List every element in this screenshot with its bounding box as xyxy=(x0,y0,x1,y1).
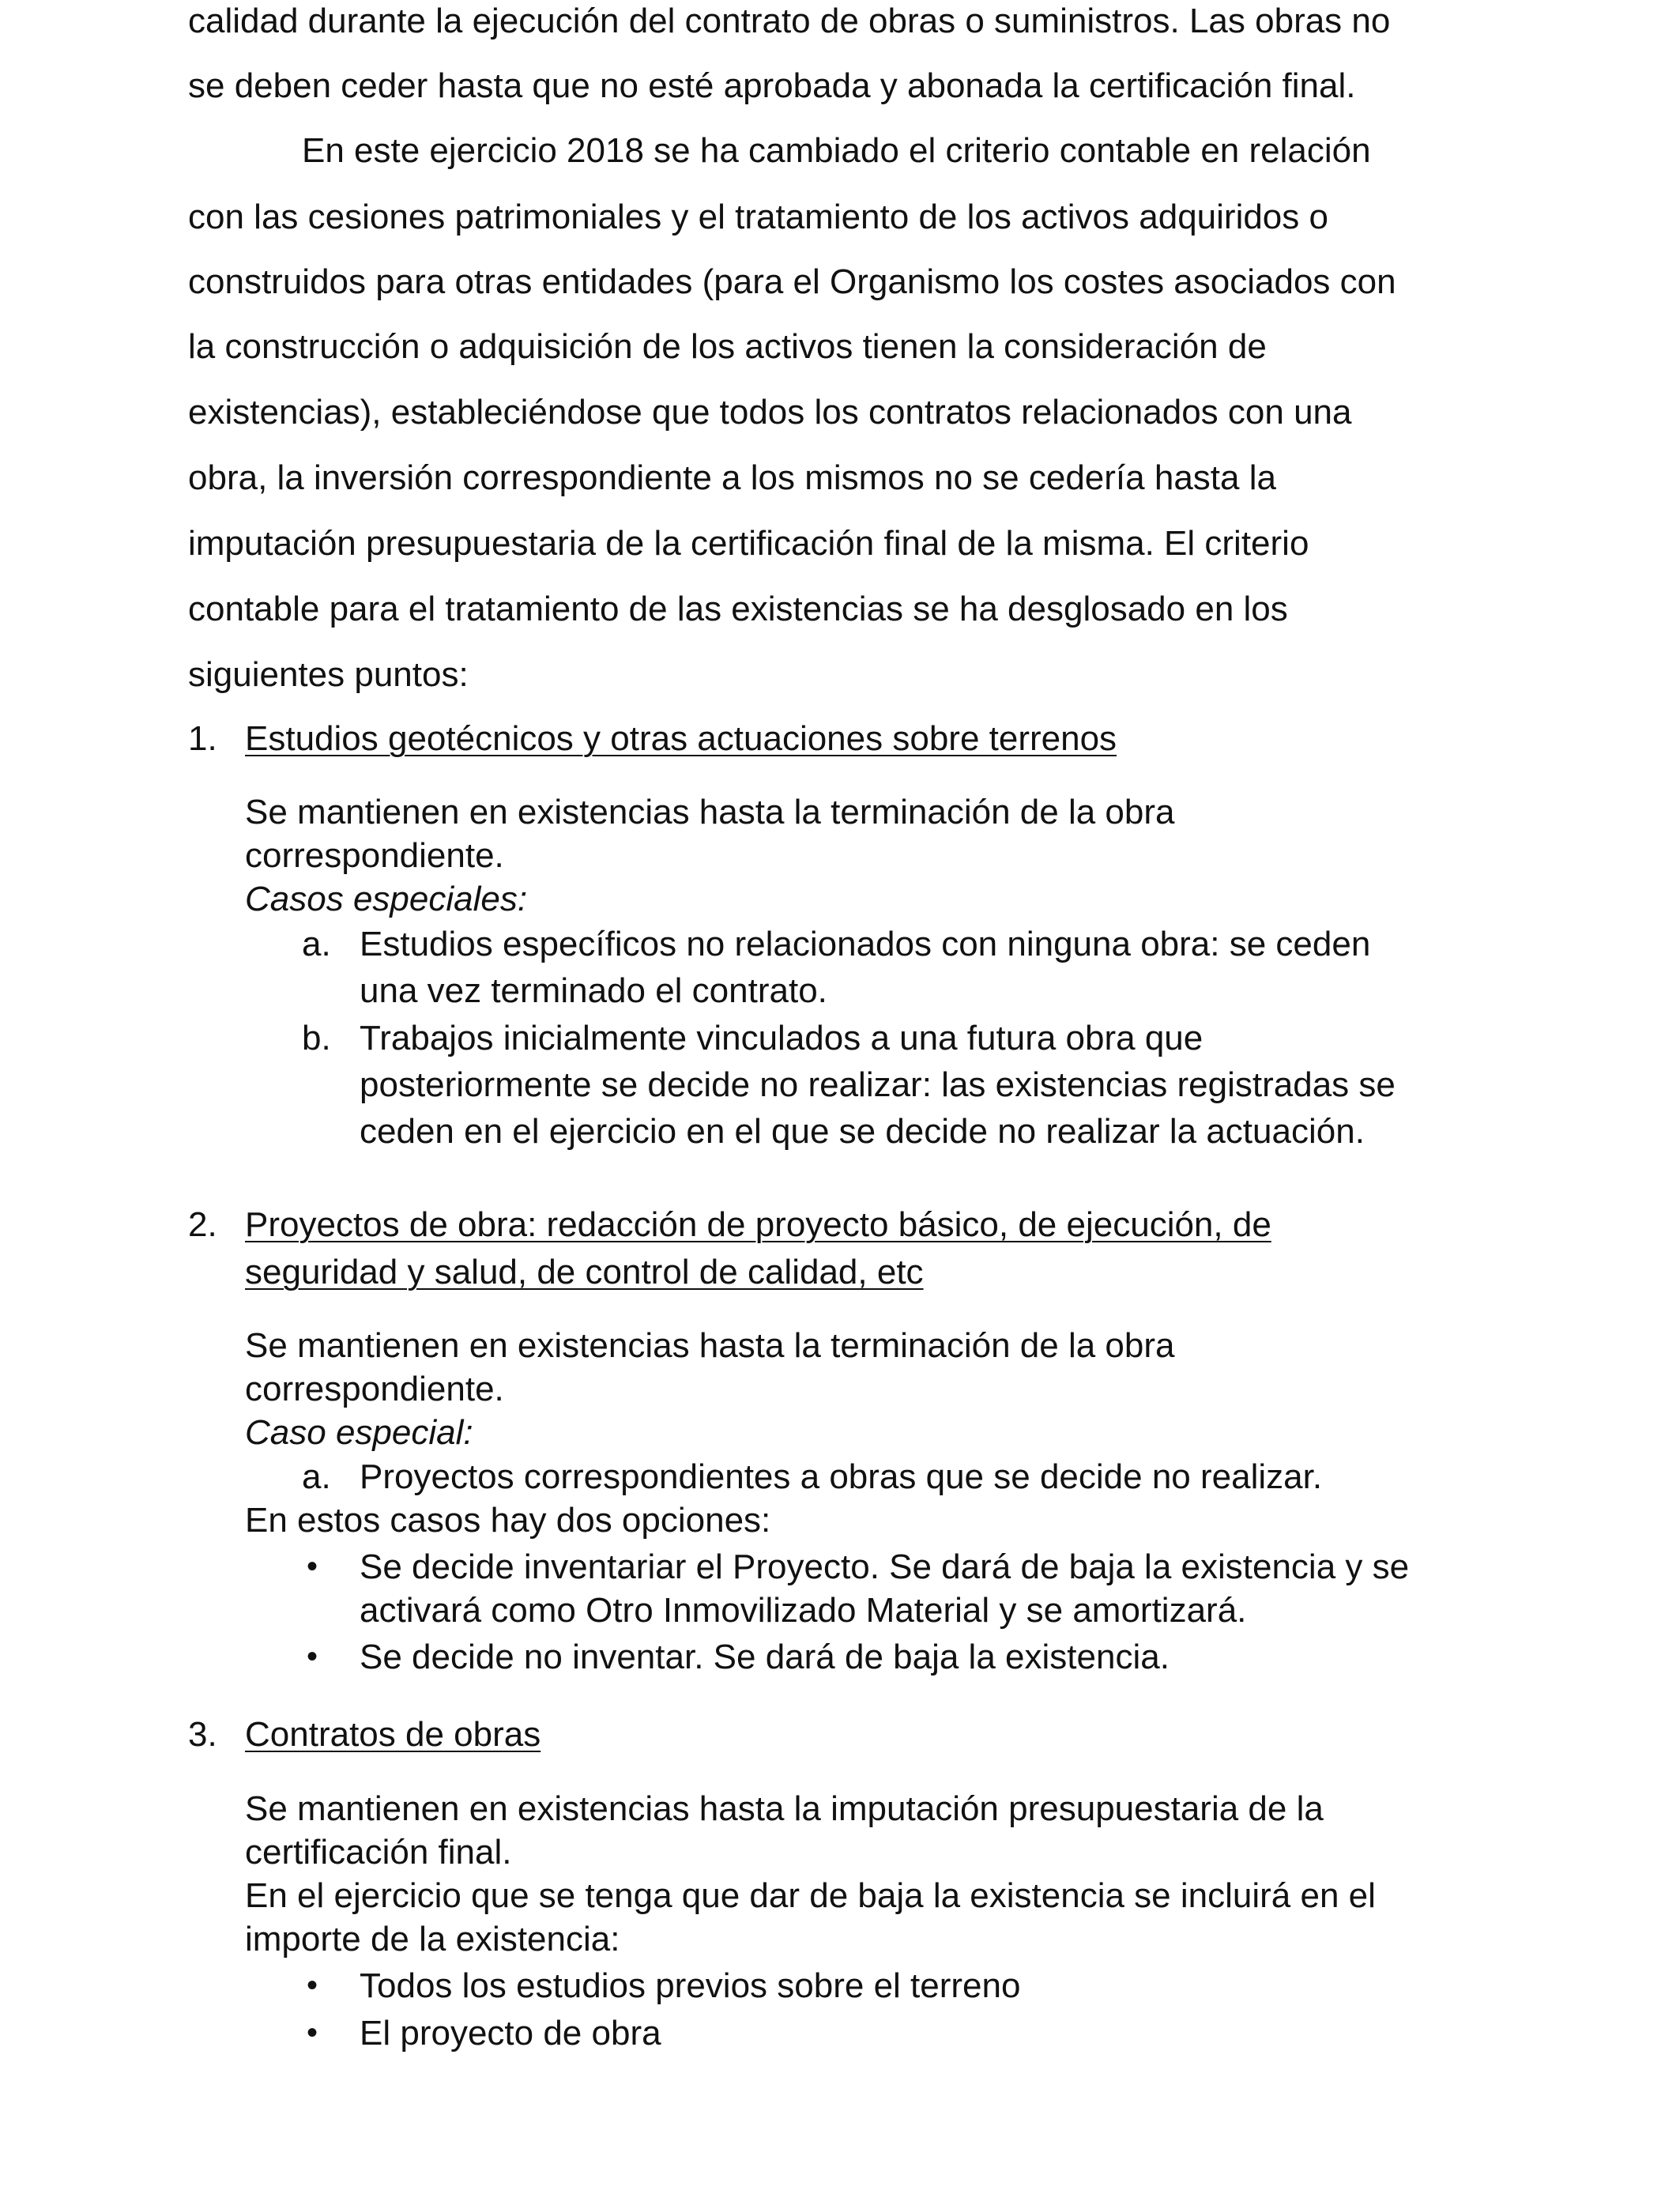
cases-label: Casos especiales: xyxy=(245,880,528,918)
intro-line: construidos para otras entidades (para el Organismo los costes asociados con xyxy=(188,262,1396,301)
options-intro: En estos casos hay dos opciones: xyxy=(245,1501,771,1540)
case-line: Trabajos inicialmente vinculados a una futura obra que xyxy=(360,1019,1203,1057)
section-body-line: Se mantienen en existencias hasta la terminación de la obra xyxy=(245,1326,1175,1365)
case-line: Estudios específicos no relacionados con ninguna obra: se ceden xyxy=(360,925,1371,963)
section-body-line: importe de la existencia: xyxy=(245,1920,620,1958)
section-title: Proyectos de obra: redacción de proyecto básico, de ejecución, de xyxy=(245,1205,1271,1244)
intro-line: existencias), estableciéndose que todos los contratos relacionados con una xyxy=(188,393,1352,432)
section-number: 1. xyxy=(188,719,217,758)
bullet-icon: • xyxy=(307,2015,318,2050)
intro-line: se deben ceder hasta que no esté aprobada y abonada la certificación final. xyxy=(188,66,1356,105)
intro-line: contable para el tratamiento de las existencias se ha desglosado en los xyxy=(188,590,1288,628)
section-body-line: certificación final. xyxy=(245,1833,512,1872)
section-number: 3. xyxy=(188,1715,217,1754)
section-body-line: correspondiente. xyxy=(245,1370,504,1408)
bullet-line: El proyecto de obra xyxy=(360,2014,661,2053)
bullet-line: activará como Otro Inmovilizado Material y se amortizará. xyxy=(360,1591,1247,1630)
intro-line: con las cesiones patrimoniales y el tratamiento de los activos adquiridos o xyxy=(188,198,1328,236)
section-body-line: Se mantienen en existencias hasta la terminación de la obra xyxy=(245,793,1175,831)
intro-line: la construcción o adquisición de los activos tienen la consideración de xyxy=(188,327,1267,366)
case-line: posteriormente se decide no realizar: las existencias registradas se xyxy=(360,1065,1396,1104)
bullet-icon: • xyxy=(307,1639,318,1674)
section-body-line: Se mantienen en existencias hasta la imputación presupuestaria de la xyxy=(245,1789,1324,1828)
bullet-line: Se decide no inventar. Se dará de baja la existencia. xyxy=(360,1638,1170,1676)
bullet-line: Se decide inventariar el Proyecto. Se dará de baja la existencia y se xyxy=(360,1547,1410,1586)
intro-line: En este ejercicio 2018 se ha cambiado el criterio contable en relación xyxy=(302,131,1371,170)
intro-line: obra, la inversión correspondiente a los mismos no se cedería hasta la xyxy=(188,458,1276,497)
intro-line: siguientes puntos: xyxy=(188,655,469,694)
bullet-line: Todos los estudios previos sobre el terreno xyxy=(360,1966,1021,2005)
section-title: Estudios geotécnicos y otras actuaciones sobre terrenos xyxy=(245,719,1117,758)
case-line: una vez terminado el contrato. xyxy=(360,971,827,1010)
section-number: 2. xyxy=(188,1205,217,1244)
case-letter: b. xyxy=(302,1019,331,1057)
case-line: ceden en el ejercicio en el que se decide no realizar la actuación. xyxy=(360,1112,1365,1151)
section-body-line: En el ejercicio que se tenga que dar de baja la existencia se incluirá en el xyxy=(245,1876,1376,1915)
section-title: seguridad y salud, de control de calidad, etc xyxy=(245,1253,924,1291)
section-body-line: correspondiente. xyxy=(245,836,504,875)
bullet-icon: • xyxy=(307,1549,318,1584)
intro-line: calidad durante la ejecución del contrato de obras o suministros. Las obras no xyxy=(188,2,1391,40)
case-letter: a. xyxy=(302,925,331,963)
bullet-icon: • xyxy=(307,1968,318,2003)
section-title: Contratos de obras xyxy=(245,1715,541,1754)
cases-label: Caso especial: xyxy=(245,1413,473,1452)
case-line: Proyectos correspondientes a obras que se decide no realizar. xyxy=(360,1457,1323,1496)
case-letter: a. xyxy=(302,1457,331,1496)
intro-line: imputación presupuestaria de la certificación final de la misma. El criterio xyxy=(188,524,1309,563)
